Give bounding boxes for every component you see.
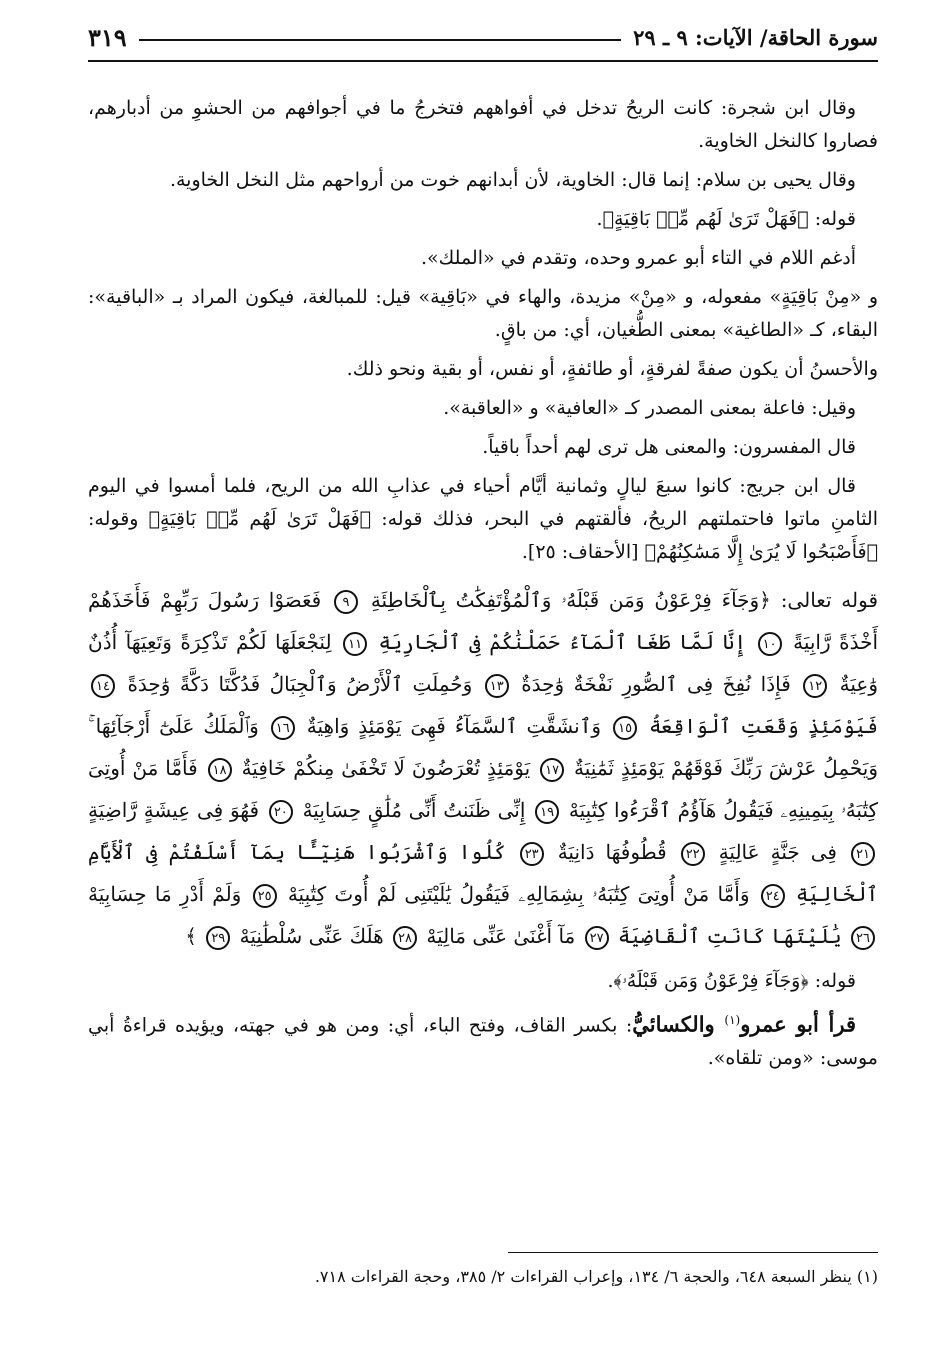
verse-number: ١٢ xyxy=(803,674,827,698)
verse-text: وَٱنشَقَّتِ ٱلسَّمَآءُ فَهِىَ يَوْمَئِذٍ وَاهِيَةٌ xyxy=(306,714,602,738)
page-body xyxy=(88,92,878,1081)
verse-number: ٢٠ xyxy=(269,800,293,824)
verse-number: ١٨ xyxy=(208,758,232,782)
verse-text: وَٱلْمَلَكُ عَلَىٰٓ أَرْجَآئِهَا ۚ وَيَحْمِلُ عَرْشَ رَبِّكَ فَوْقَهُمْ يَوْمَئِذٍ ثَمَٰنِيَةٌ xyxy=(88,714,879,780)
paragraph: وقال ابن شجرة: كانت الريحُ تدخل في أفواههم فتخرجُ ما في أجوافهم من الحشوِ من أدبارهم، فصاروا كالنخل الخاوية. xyxy=(88,97,878,152)
paragraph: أدغم اللام في التاء أبو عمرو وحده، وتقدم في «الملك». xyxy=(420,247,856,269)
verse-number: ٢٩ xyxy=(206,926,230,950)
paragraph xyxy=(88,1004,878,1075)
verse-text: وَحُمِلَتِ ٱلْأَرْضُ وَٱلْجِبَالُ فَدُكَّتَا دَكَّةً وَٰحِدَةً xyxy=(127,672,473,696)
paragraph: والأحسنُ أن يكون صفةً لفرقةٍ، أو طائفةٍ، أو نفس، أو بقية ونحو ذلك. xyxy=(346,358,878,380)
surah-title: سورة الحاقة/ الآيات: ٩ ـ ٢٩ xyxy=(633,24,878,50)
verse-number: ٢٤ xyxy=(761,884,785,908)
verse-number: ٢٦ xyxy=(851,926,875,950)
paragraph: قوله: ﴿وَجَآءَ فِرْعَوْنُ وَمَن قَبْلَهُۥ﴾. xyxy=(607,970,856,992)
verse-number: ١٤ xyxy=(91,674,115,698)
page-number: ٣١٩ xyxy=(88,22,127,52)
verse-number: ١٧ xyxy=(540,758,564,782)
paragraph: وقال يحيى بن سلام: إنما قال: الخاوية، لأن أبدانهم خوت من أرواحهم مثل النخل الخاوية. xyxy=(169,169,856,191)
verse-text: مَآ أَغْنَىٰ عَنِّى مَالِيَهْ xyxy=(426,924,576,948)
paragraph: قوله: ﴿فَهَلْ تَرَىٰ لَهُم مِّنۢ بَاقِيَةٍ﴾. xyxy=(596,208,856,230)
verse-number: ٢١ xyxy=(851,842,875,866)
verse-number: ٢٢ xyxy=(681,842,705,866)
footnote-ref[interactable]: (١) xyxy=(724,1013,741,1027)
verse-number: ٩ xyxy=(334,590,358,614)
verse-text: قُطُوفُهَا دَانِيَةٌ xyxy=(557,840,667,864)
verse-list xyxy=(88,588,878,948)
verse-text: يَوْمَئِذٍ تُعْرَضُونَ لَا تَخْفَىٰ مِنكُمْ خَافِيَةٌ xyxy=(241,756,531,780)
paragraph: وقيل: فاعلة بمعنى المصدر كـ «العافية» و «العاقبة». xyxy=(443,397,856,419)
verse-text: إِنِّى ظَنَنتُ أَنِّى مُلَٰقٍ حِسَابِيَهْ xyxy=(302,798,526,822)
verse-number: ١٩ xyxy=(535,800,559,824)
verse-text: لِنَجْعَلَهَا لَكُمْ تَذْكِرَةً وَتَعِيَهَآ أُذُنٌ وَٰعِيَةٌ xyxy=(88,630,878,696)
header-rule xyxy=(139,39,621,41)
verse-text: فَأَمَّا مَنْ أُوتِىَ كِتَٰبَهُۥ بِيَمِينِهِۦ فَيَقُولُ هَآؤُمُ ٱقْرَءُوا كِتَٰبِيَهْ xyxy=(88,756,879,822)
verse-text: ﴿وَجَآءَ فِرْعَوْنُ وَمَن قَبْلَهُۥ وَٱلْمُؤْتَفِكَٰتُ بِٱلْخَاطِئَةِ xyxy=(370,588,771,612)
verse-text: وَأَمَّا مَنْ أُوتِىَ كِتَٰبَهُۥ بِشِمَالِهِۦ فَيَقُولُ يَٰلَيْتَنِى لَمْ أُوتَ كِتَٰبِيَهْ xyxy=(287,882,750,906)
verse-text: هَلَكَ عَنِّى سُلْطَٰنِيَهْ xyxy=(239,924,384,948)
verse-number: ٢٧ xyxy=(585,926,609,950)
paragraph-text: : بكسر القاف، وفتح الباء، أي: ومن هو في جهته، ويؤيده قراءةُ أبي موسى: «ومن تلقاه». xyxy=(88,1014,878,1070)
verse-text: فَيَوْمَئِذٍ وَقَعَتِ ٱلْوَاقِعَةُ xyxy=(649,714,879,738)
verse-number: ٢٣ xyxy=(520,842,544,866)
footnote: (١) ينظر السبعة ٦٤٨، والحجة ٦/ ١٣٤، وإعراب القراءات ٢/ ٣٨٥، وحجة القراءات ٧١٨. xyxy=(314,1267,878,1286)
verse-text: فَعَصَوْا رَسُولَ رَبِّهِمْ فَأَخَذَهُمْ أَخْذَةً رَّابِيَةً xyxy=(88,588,879,654)
reader-name-2: والكسائيُّ xyxy=(632,1011,725,1037)
verse-number: ١٠ xyxy=(758,632,782,656)
verse-text: كُلُوا وَٱشْرَبُوا هَنِيٓـًٔا بِمَآ أَسْلَفْتُمْ فِى ٱلْأَيَّامِ ٱلْخَالِيَةِ xyxy=(88,840,879,906)
verse-number: ٢٥ xyxy=(253,884,277,908)
verses-close-bracket: ﴾ xyxy=(185,924,197,948)
verse-text: فَإِذَا نُفِخَ فِى ٱلصُّورِ نَفْخَةٌ وَٰحِدَةٌ xyxy=(521,672,791,696)
quran-verses xyxy=(88,579,878,957)
verse-number: ١٦ xyxy=(271,716,295,740)
verse-text: يَٰلَيْتَهَا كَانَتِ ٱلْقَاضِيَةَ xyxy=(617,924,842,948)
verses-lead: قوله تعالى: xyxy=(770,588,879,612)
verse-text: فِى جَنَّةٍ عَالِيَةٍ xyxy=(718,840,837,864)
footnote-divider xyxy=(508,1252,878,1253)
verse-text: إِنَّا لَمَّا طَغَا ٱلْمَآءُ حَمَلْنَٰكُمْ فِى ٱلْجَارِيَةِ xyxy=(378,630,747,654)
paragraph: قال ابن جريج: كانوا سبعَ ليالٍ وثمانية أيَّام أحياء في عذابِ الله من الريح، فلما أمسوا في اليوم الثامنِ ماتوا فاحتملتهم الريحُ، فألقتهم في البحر، فذلك قوله: ﴿فَهَلْ تَرَىٰ لَهُم مِّنۢ بَاقِيَةٍ﴾ وقوله: ﴿فَأَصْبَحُوا لَا يُرَىٰ إِلَّا مَسَٰكِنُهُمْ﴾ [الأحقاف: ٢٥]. xyxy=(88,475,878,563)
paragraph: و «مِنْ بَاقِيَةٍ» مفعوله، و «مِنْ» مزيدة، والهاء في «بَاقِية» قيل: للمبالغة، فيكون المراد بـ «الباقية»: البقاء، كـ «الطاغية» بمعنى الطُّغيان، أي: من باقٍ. xyxy=(88,286,878,341)
page-header xyxy=(88,14,878,62)
verse-number: ٢٨ xyxy=(393,926,417,950)
verse-number: ١٥ xyxy=(613,716,637,740)
verse-text: فَهُوَ فِى عِيشَةٍ رَّاضِيَةٍ xyxy=(88,798,260,822)
verse-number: ١٣ xyxy=(485,674,509,698)
document-page xyxy=(88,14,878,1354)
verse-text: وَلَمْ أَدْرِ مَا حِسَابِيَهْ xyxy=(88,882,242,906)
verse-number: ١١ xyxy=(343,632,367,656)
reader-name: قرأ أبو عمرو xyxy=(740,1011,856,1037)
paragraph: قال المفسرون: والمعنى هل ترى لهم أحداً باقياً. xyxy=(482,436,856,458)
